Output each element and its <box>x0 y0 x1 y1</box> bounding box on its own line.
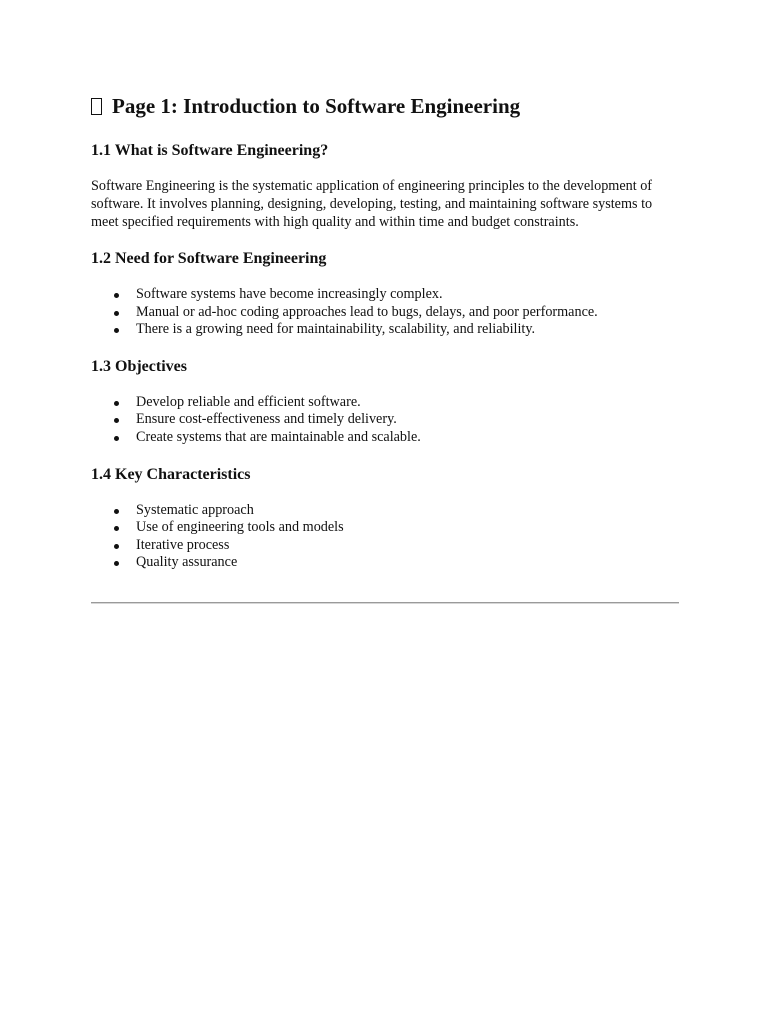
page-title-text: Page 1: Introduction to Software Engineering <box>112 94 521 118</box>
objectives-list <box>91 394 679 447</box>
list-item: Use of engineering tools and models <box>91 519 679 537</box>
list-item: Create systems that are maintainable and scalable. <box>91 429 679 447</box>
definition-paragraph: Software Engineering is the systematic application of engineering principles to the development of software. It involves planning, designing, developing, testing, and maintaining software systems to meet specified requirements with high quality and within time and budget constraints. <box>91 178 653 230</box>
list-item: Manual or ad-hoc coding approaches lead to bugs, delays, and poor performance. <box>91 304 679 322</box>
document-page <box>91 88 679 604</box>
list-item: Ensure cost-effectiveness and timely delivery. <box>91 411 679 429</box>
list-item: Software systems have become increasingly complex. <box>91 286 679 304</box>
list-item: Develop reliable and efficient software. <box>91 394 679 412</box>
page-title <box>91 88 679 124</box>
list-item: Quality assurance <box>91 554 679 572</box>
characteristics-list <box>91 502 679 572</box>
list-item: Systematic approach <box>91 502 679 520</box>
horizontal-divider <box>91 602 679 604</box>
list-item: Iterative process <box>91 537 679 555</box>
need-list <box>91 286 679 339</box>
list-item: There is a growing need for maintainability, scalability, and reliability. <box>91 321 679 339</box>
section-heading-characteristics: 1.4 Key Characteristics <box>91 465 251 483</box>
missing-glyph-icon <box>91 98 102 115</box>
section-heading-what-is: 1.1 What is Software Engineering? <box>91 142 329 159</box>
section-heading-objectives: 1.3 Objectives <box>91 357 187 375</box>
section-heading-need: 1.2 Need for Software Engineering <box>91 250 327 267</box>
